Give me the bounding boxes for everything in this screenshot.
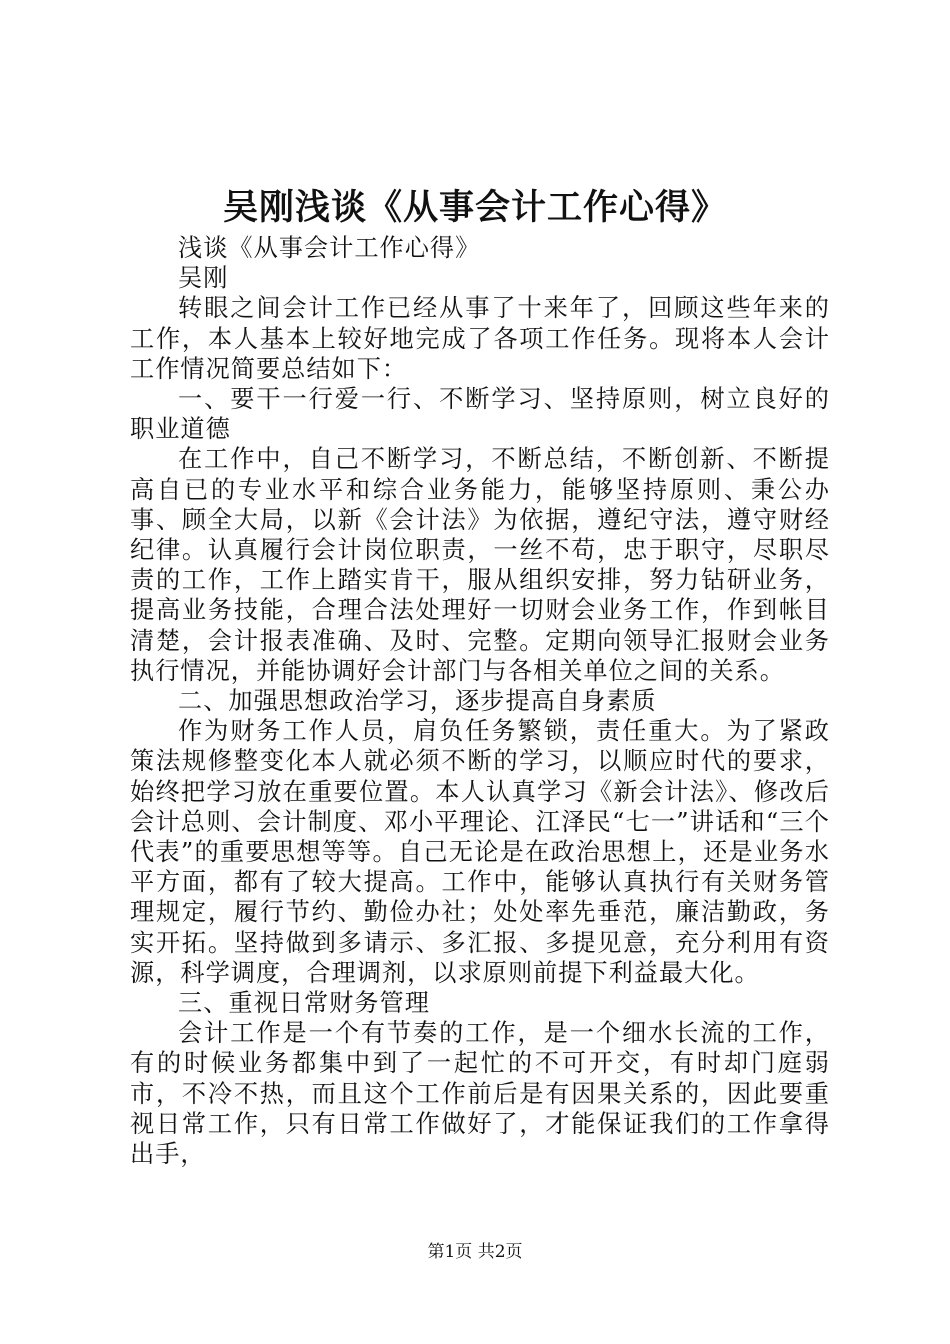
subtitle-paragraph: 浅谈《从事会计工作心得》 bbox=[178, 234, 481, 262]
page-footer: 第1页 共2页 bbox=[427, 1242, 523, 1262]
document-title: 吴刚浅谈《从事会计工作心得》 bbox=[222, 187, 727, 228]
section-body-2: 作为财务工作人员，肩负任务繁锁，责任重大。为了紧政策法规修整变化本人就必须不断的学习，以顺应时代的要求，始终把学习放在重要位置。本人认真学习《新会计法》、修改后会计总则、会计制度、邓小平理论、江泽民“七一”讲话和“三个代表”的重要思想等等。自己无论是在政治思想上，还是业务水平方面，都有了较大提高。工作中，能够认真执行有关财务管理规定，履行节约、勤俭办社；处处率先垂范，廉洁勤政，务实开拓。坚持做到多请示、多汇报、多提见意，充分利用有资源，科学调度，合理调剂，以求原则前提下利益最大化。 bbox=[130, 717, 830, 987]
intro-paragraph: 转眼之间会计工作已经从事了十来年了，回顾这些年来的工作，本人基本上较好地完成了各项工作任务。现将本人会计工作情况简要总结如下： bbox=[130, 294, 830, 383]
section-body-1: 在工作中，自己不断学习，不断总结，不断创新、不断提高自已的专业水平和综合业务能力，能够坚持原则、秉公办事、顾全大局，以新《会计法》为依据，遵纪守法，遵守财经纪律。认真履行会计岗位职责，一丝不苟，忠于职守，尽职尽责的工作，工作上踏实肯干，服从组织安排，努力钻研业务，提高业务技能，合理合法处理好一切财会业务工作，作到帐目清楚，会计报表准确、及时、完整。定期向领导汇报财会业务执行情况，并能协调好会计部门与各相关单位之间的关系。 bbox=[130, 445, 830, 685]
document-body bbox=[130, 233, 830, 1169]
author-paragraph: 吴刚 bbox=[178, 264, 229, 293]
section-body-3: 会计工作是一个有节奏的工作，是一个细水长流的工作，有的时候业务都集中到了一起忙的不可开交，有时却门庭弱市，不冷不热，而且这个工作前后是有因果关系的，因此要重视日常工作，只有日常工作做好了，才能保证我们的工作拿得出手， bbox=[130, 1019, 830, 1169]
section-heading-1: 一、要干一行爱一行、不断学习、坚持原则，树立良好的职业道德 bbox=[130, 385, 830, 444]
section-heading-3: 三、重视日常财务管理 bbox=[178, 989, 430, 1018]
section-heading-2: 二、加强思想政治学习，逐步提高自身素质 bbox=[178, 687, 657, 716]
